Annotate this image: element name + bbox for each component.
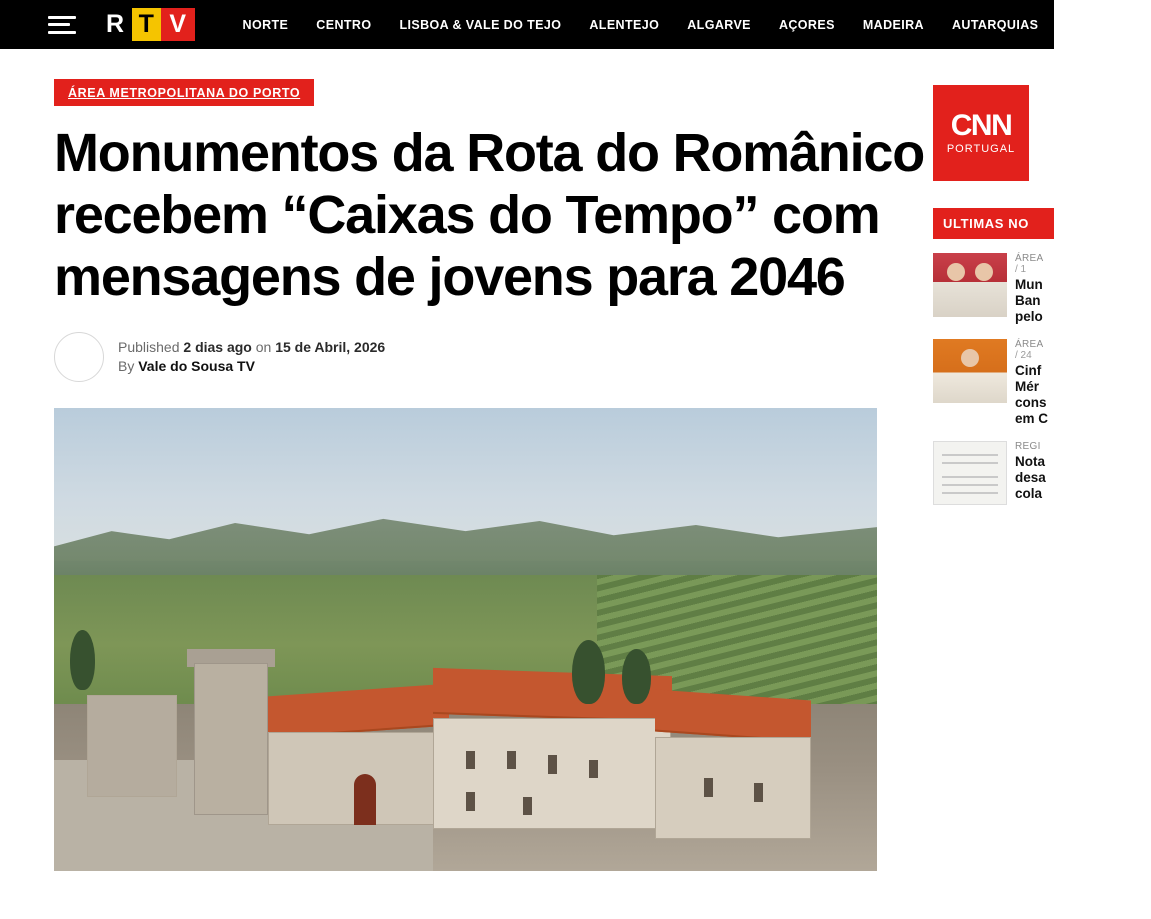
- thumbnail-document-line: [942, 476, 998, 478]
- sidebar-brand-badge[interactable]: [933, 85, 1029, 181]
- publish-date: 15 de Abril, 2026: [275, 339, 386, 355]
- page-body: [0, 49, 1054, 871]
- thumbnail-person: [975, 263, 993, 281]
- cnn-logo-subtext: PORTUGAL: [946, 143, 1016, 155]
- hero-tree: [70, 630, 95, 690]
- author-line: [118, 357, 385, 376]
- logo-letter-v: V: [161, 8, 194, 41]
- hero-window: [754, 783, 763, 802]
- article-byline: [54, 332, 925, 382]
- hamburger-line: [48, 31, 76, 34]
- hero-window: [523, 797, 532, 816]
- thumbnail-document-line: [942, 462, 998, 464]
- list-item-thumbnail: [933, 441, 1007, 505]
- nav-item-academia[interactable]: ACADEMIA: [1066, 17, 1137, 32]
- nav-item-acores[interactable]: AÇORES: [778, 17, 835, 32]
- list-item-title[interactable]: Nota desa cola: [1015, 454, 1046, 501]
- hero-annex-body: [655, 737, 811, 839]
- list-item-category: REGI: [1015, 441, 1041, 452]
- nav-item-alentejo[interactable]: ALENTEJO: [589, 17, 660, 32]
- list-item-date: / 1: [1015, 264, 1027, 275]
- list-item-date: / 24: [1015, 350, 1032, 361]
- on-label: on: [255, 339, 272, 355]
- hero-window: [466, 792, 475, 811]
- hero-tree: [622, 649, 651, 705]
- author-name[interactable]: Vale do Sousa TV: [138, 358, 255, 374]
- nav-item-madeira[interactable]: MADEIRA: [862, 17, 924, 32]
- sidebar: [925, 49, 1054, 871]
- published-label: Published: [118, 339, 180, 355]
- article-hero-image: [54, 408, 877, 871]
- thumbnail-person: [947, 263, 965, 281]
- nav-item-autarquias[interactable]: AUTARQUIAS: [951, 17, 1039, 32]
- list-item-category: ÁREA: [1015, 339, 1044, 350]
- logo-letter-t: T: [132, 8, 162, 41]
- hero-tree: [572, 640, 605, 705]
- hero-church-portal: [354, 774, 375, 825]
- byline-text-block: [118, 338, 385, 376]
- list-item[interactable]: [933, 441, 1054, 505]
- list-item-thumbnail: [933, 253, 1007, 317]
- article-headline: Monumentos da Rota do Românico recebem “Caixas do Tempo” com mensagens de jovens para 2046: [54, 123, 925, 307]
- thumbnail-person: [961, 349, 979, 367]
- logo-letter-r: R: [106, 10, 125, 38]
- site-logo[interactable]: [102, 8, 195, 41]
- sidebar-latest-heading: ULTIMAS NO: [933, 208, 1054, 239]
- nav-item-lisboa-vale-do-tejo[interactable]: LISBOA & VALE DO TEJO: [399, 17, 562, 32]
- thumbnail-document-line: [942, 492, 998, 494]
- list-item-category: ÁREA: [1015, 253, 1044, 264]
- hero-window: [466, 751, 475, 770]
- nav-item-norte[interactable]: NORTE: [242, 17, 289, 32]
- nav-item-centro[interactable]: CENTRO: [316, 17, 372, 32]
- by-label: By: [118, 358, 135, 374]
- top-navigation-bar: [0, 0, 1137, 49]
- main-menu: [229, 18, 1151, 32]
- hero-window: [548, 755, 557, 774]
- thumbnail-document-line: [942, 454, 998, 456]
- hero-window: [507, 751, 516, 770]
- hero-ruin-building: [87, 695, 178, 797]
- publish-line: [118, 338, 385, 357]
- relative-time: 2 dias ago: [183, 339, 252, 355]
- list-item[interactable]: [933, 339, 1054, 427]
- list-item-text: [1015, 339, 1054, 427]
- article-category-badge[interactable]: ÁREA METROPOLITANA DO PORTO: [54, 79, 314, 106]
- list-item-thumbnail: [933, 339, 1007, 403]
- article-column: [0, 49, 925, 871]
- list-item-text: [1015, 441, 1054, 505]
- hero-window: [589, 760, 598, 779]
- author-avatar: [54, 332, 104, 382]
- hero-bell-tower: [194, 663, 268, 816]
- hero-window: [704, 778, 713, 797]
- hamburger-line: [48, 23, 70, 26]
- nav-item-algarve[interactable]: ALGARVE: [687, 17, 751, 32]
- thumbnail-document-line: [942, 484, 998, 486]
- list-item-text: [1015, 253, 1054, 325]
- hamburger-line: [48, 16, 76, 19]
- list-item-title[interactable]: Mun Ban pelo: [1015, 277, 1043, 324]
- list-item[interactable]: [933, 253, 1054, 325]
- hamburger-menu-icon[interactable]: [48, 16, 76, 34]
- cnn-logo-text: CNN: [950, 109, 1012, 142]
- list-item-title[interactable]: Cinf Mér cons em C: [1015, 363, 1049, 426]
